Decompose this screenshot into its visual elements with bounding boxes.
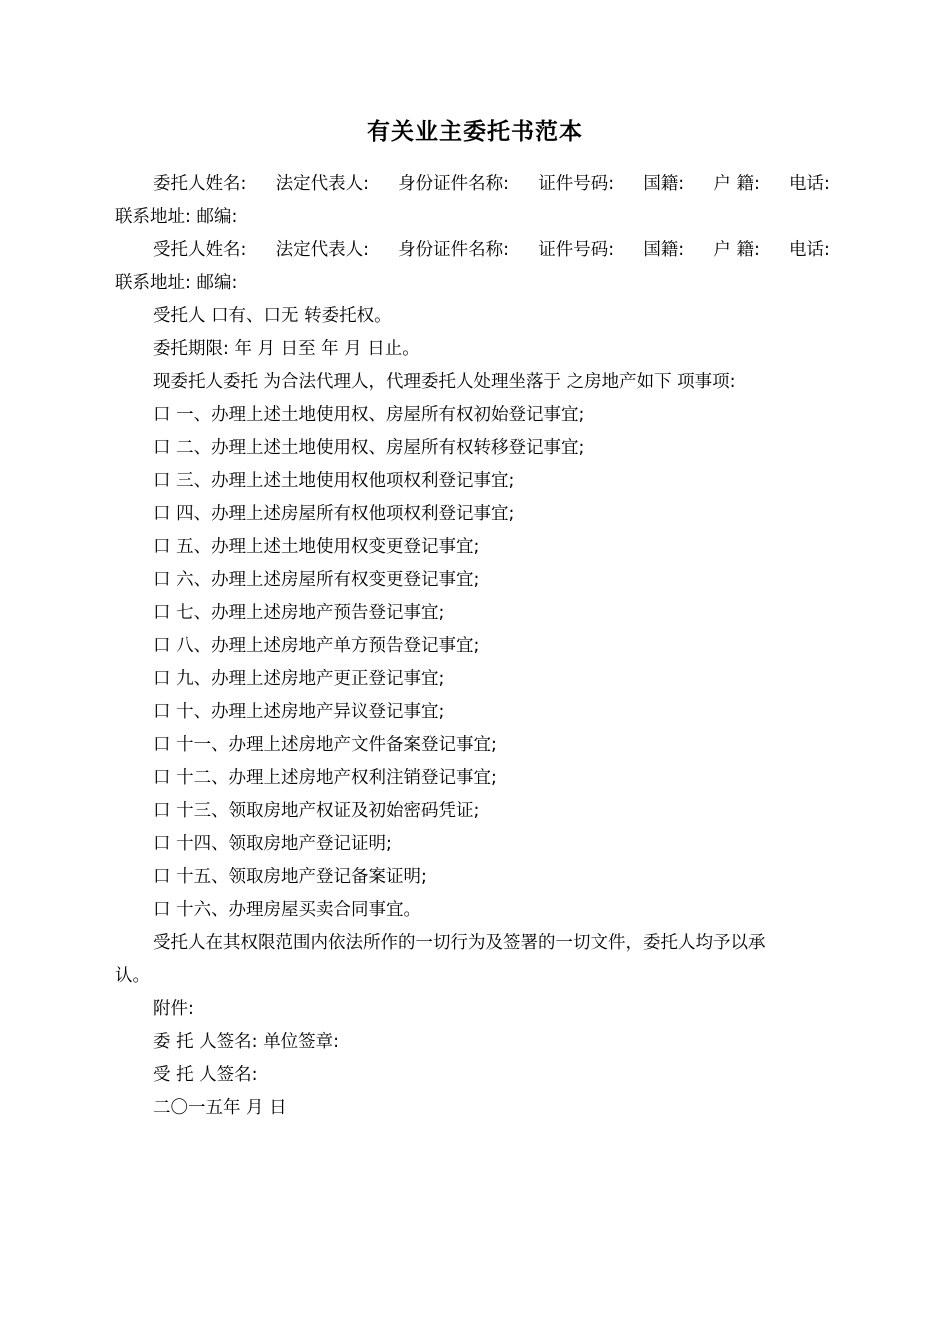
matter-item: 口 十二、办理上述房地产权利注销登记事宜;	[153, 768, 497, 788]
matter-item: 口 八、办理上述房地产单方预告登记事宜;	[153, 636, 480, 656]
matter-item: 口 二、办理上述土地使用权、房屋所有权转移登记事宜;	[153, 438, 585, 458]
intro-line: 现委托人委托 为合法代理人，代理委托人处理坐落于 之房地产如下 项事项:	[153, 372, 736, 392]
principal-field: 国籍:	[643, 174, 685, 194]
principal-field: 身份证件名称:	[398, 174, 510, 194]
agent-field: 受托人姓名:	[153, 240, 247, 260]
matter-item: 口 三、办理上述土地使用权他项权利登记事宜;	[153, 471, 515, 491]
matter-item: 口 五、办理上述土地使用权变更登记事宜;	[153, 537, 480, 557]
matter-item: 口 九、办理上述房地产更正登记事宜;	[153, 669, 445, 689]
agent-field: 法定代表人:	[275, 240, 369, 260]
matter-item: 口 十六、办理房屋买卖合同事宜。	[153, 900, 422, 920]
period-line: 委托期限: 年 月 日至 年 月 日止。	[153, 339, 420, 359]
matter-item: 口 十一、办理上述房地产文件备案登记事宜;	[153, 735, 497, 755]
attachment-label: 附件:	[153, 999, 194, 1019]
agent-field: 电话:	[789, 240, 830, 260]
principal-fields-row	[115, 168, 830, 201]
matter-item: 口 四、办理上述房屋所有权他项权利登记事宜;	[153, 504, 515, 524]
principal-field: 电话:	[789, 174, 830, 194]
acknowledgement-line-1: 受托人在其权限范围内依法所作的一切行为及签署的一切文件，委托人均予以承	[153, 933, 766, 953]
principal-address-row: 联系地址: 邮编:	[115, 207, 238, 227]
agent-field: 户 籍:	[713, 240, 760, 260]
date-line: 二〇一五年 月 日	[153, 1098, 287, 1118]
matter-item: 口 十、办理上述房地产异议登记事宜;	[153, 702, 445, 722]
matter-item: 口 七、办理上述房地产预告登记事宜;	[153, 603, 445, 623]
matter-item: 口 十五、领取房地产登记备案证明;	[153, 867, 427, 887]
principal-field: 户 籍:	[713, 174, 760, 194]
agent-fields-row	[115, 234, 830, 267]
document-body	[115, 168, 830, 1125]
principal-field: 委托人姓名:	[153, 174, 247, 194]
agent-field: 身份证件名称:	[398, 240, 510, 260]
agent-field: 证件号码:	[538, 240, 615, 260]
matter-item: 口 十四、领取房地产登记证明;	[153, 834, 392, 854]
document-title: 有关业主委托书范本	[367, 119, 583, 145]
agent-signature-line: 受 托 人签名:	[153, 1065, 258, 1085]
matter-item: 口 十三、领取房地产权证及初始密码凭证;	[153, 801, 480, 821]
agent-address-row: 联系地址: 邮编:	[115, 273, 238, 293]
matter-item: 口 一、办理上述土地使用权、房屋所有权初始登记事宜;	[153, 405, 585, 425]
sub-delegation-line: 受托人 口有、口无 转委托权。	[153, 306, 392, 326]
principal-field: 证件号码:	[538, 174, 615, 194]
agent-field: 国籍:	[643, 240, 685, 260]
matter-item: 口 六、办理上述房屋所有权变更登记事宜;	[153, 570, 480, 590]
principal-field: 法定代表人:	[275, 174, 369, 194]
acknowledgement-line-2: 认。	[115, 966, 150, 986]
principal-signature-line: 委 托 人签名: 单位签章:	[153, 1032, 339, 1052]
